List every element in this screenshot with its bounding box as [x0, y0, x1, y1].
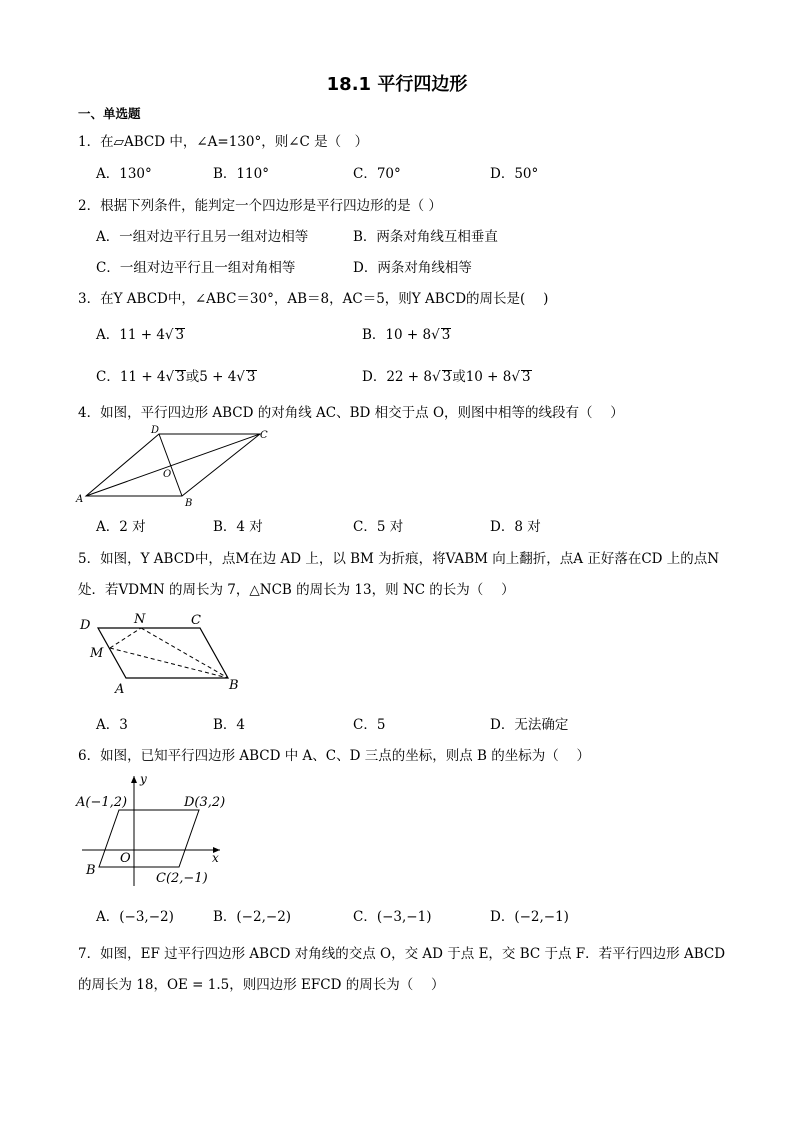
q5-label-n: N	[134, 612, 146, 627]
q6-label-b: B	[86, 863, 96, 878]
q6-coordinate-figure	[74, 770, 244, 890]
question-6-stem: 6．如图，已知平行四边形 ABCD 中 A、C、D 三点的坐标，则点 B 的坐标为（ ）	[78, 748, 591, 764]
q5-option-d: D．无法确定	[490, 717, 569, 733]
q6-option-d: D．(−2,−1)	[490, 909, 569, 925]
q3-option-d: D．22 + 8√ 3或10 + 8√ 3	[362, 369, 531, 385]
q2-option-a: A．一组对边平行且另一组对边相等	[96, 229, 309, 245]
q4-option-d: D．8 对	[490, 519, 541, 535]
q6-label-x: x	[212, 851, 219, 865]
q4-parallelogram-figure	[74, 424, 274, 508]
q6-option-b: B．(−2,−2)	[213, 909, 292, 925]
q5-fold-figure	[74, 608, 244, 698]
question-2-stem: 2．根据下列条件，能判定一个四边形是平行四边形的是（ ）	[78, 198, 442, 214]
q5-label-a: A	[115, 682, 125, 697]
page-title: 18.1 平行四边形	[326, 74, 468, 95]
q5-option-b: B．4	[213, 717, 246, 733]
q4-label-c: C	[260, 430, 268, 441]
q5-label-m: M	[90, 646, 104, 661]
q4-option-c: C．5 对	[353, 519, 404, 535]
q2-option-d: D．两条对角线相等	[353, 260, 472, 276]
q4-label-b: B	[185, 498, 193, 508]
q4-label-o: O	[163, 469, 172, 480]
question-5-stem-line2: 处．若VDMN 的周长为 7，△NCB 的周长为 13，则 NC 的长为（ ）	[78, 582, 515, 598]
q5-label-d: D	[80, 618, 91, 633]
q6-option-c: C．(−3,−1)	[353, 909, 432, 925]
q6-label-y: y	[140, 772, 147, 786]
q3-option-c: C．11 + 4√ 3或5 + 4√ 3	[96, 369, 256, 385]
q6-option-a: A．(−3,−2)	[96, 909, 174, 925]
question-7-stem-line1: 7．如图，EF 过平行四边形 ABCD 对角线的交点 O，交 AD 于点 E，交 BC 于点 F．若平行四边形 ABCD	[78, 946, 726, 962]
q4-option-b: B．4 对	[213, 519, 263, 535]
q3-option-a: A．11 + 4√ 3	[96, 327, 185, 343]
q2-option-b: B．两条对角线互相垂直	[353, 229, 498, 245]
q4-label-a: A	[76, 494, 84, 505]
q6-label-c: C(2,−1)	[156, 871, 208, 886]
q4-option-a: A．2 对	[96, 519, 146, 535]
q5-option-c: C．5	[353, 717, 386, 733]
q1-option-b: B．110°	[213, 166, 269, 182]
q6-label-a: A(−1,2)	[76, 795, 128, 810]
q1-option-d: D．50°	[490, 166, 539, 182]
question-1-stem: 1．在▱ABCD 中，∠A=130°，则∠C 是（ ）	[78, 134, 369, 150]
q1-option-a: A．130°	[96, 166, 152, 182]
question-5-stem-line1: 5．如图，Y ABCD中，点M在边 AD 上，以 BM 为折痕，将VABM 向上翻折，点A 正好落在CD 上的点N	[78, 551, 720, 567]
q3-option-b: B．10 + 8√ 3	[362, 327, 451, 343]
question-4-stem: 4．如图，平行四边形 ABCD 的对角线 AC、BD 相交于点 O，则图中相等的线段有（ ）	[78, 405, 624, 421]
q5-option-a: A．3	[96, 717, 128, 733]
q5-label-c: C	[191, 613, 201, 628]
question-7-stem-line2: 的周长为 18，OE = 1.5，则四边形 EFCD 的周长为（ ）	[78, 977, 445, 993]
section-heading: 一、单选题	[78, 106, 141, 121]
q5-label-b: B	[229, 678, 239, 693]
q1-option-c: C．70°	[353, 166, 401, 182]
q4-label-d: D	[151, 425, 160, 436]
q2-option-c: C．一组对边平行且一组对角相等	[96, 260, 296, 276]
q6-label-d: D(3,2)	[184, 795, 226, 810]
question-3-stem: 3．在Y ABCD中，∠ABC＝30°，AB＝8，AC＝5，则Y ABCD的周长是( )	[78, 291, 549, 307]
q6-label-o: O	[120, 851, 131, 866]
